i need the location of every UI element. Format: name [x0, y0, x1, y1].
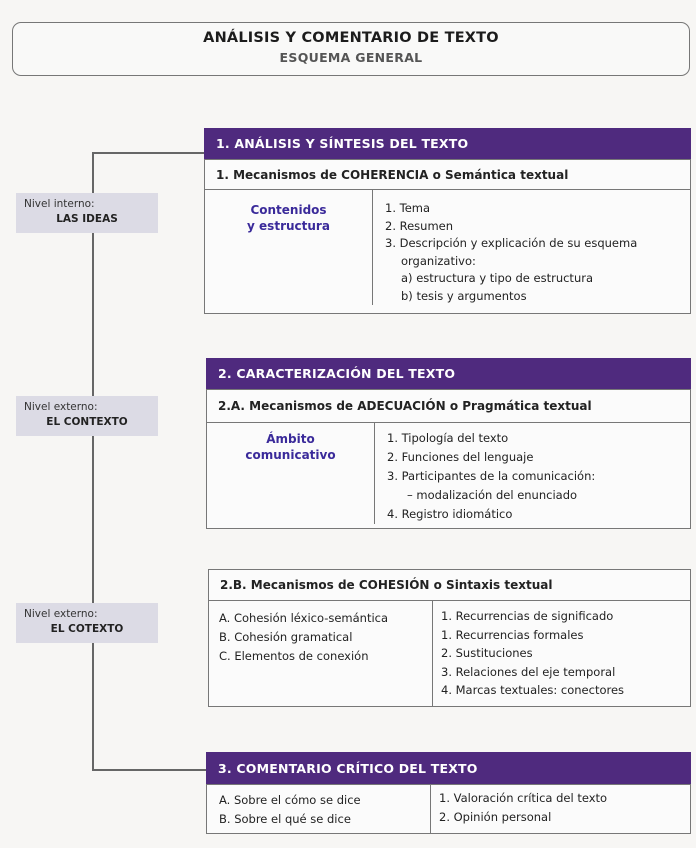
- section-2b-heading: 2.B. Mecanismos de COHESIÓN o Sintaxis textual: [209, 570, 690, 601]
- list-item: 3. Participantes de la comunicación:: [387, 469, 596, 483]
- connector-vertical: [92, 152, 94, 770]
- list-item: 2. Opinión personal: [439, 810, 552, 824]
- list-item: a) estructura y tipo de estructura: [401, 271, 594, 285]
- section-2-box: [206, 389, 691, 529]
- section-1-bar: 1. ANÁLISIS Y SÍNTESIS DEL TEXTO: [204, 128, 691, 159]
- connector-bottom: [92, 769, 206, 771]
- list-item: 2. Resumen: [385, 218, 454, 233]
- level-sub: Nivel interno:: [24, 198, 95, 210]
- section-1-left: [205, 190, 373, 305]
- list-item: 1. Tema: [385, 201, 431, 215]
- list-item: 3. Relaciones del eje temporal: [441, 664, 616, 679]
- level-sub: Nivel externo:: [24, 608, 98, 620]
- section-2b-box: [208, 569, 691, 707]
- section-3-body: [207, 785, 690, 833]
- list-item: – modalización del enunciado: [407, 488, 578, 502]
- level-label-contexto: [16, 396, 158, 436]
- level-label-ideas: [16, 193, 158, 233]
- title-box: [12, 22, 690, 76]
- section-2b-left: [209, 601, 433, 707]
- list-item: 4. Marcas textuales: conectores: [441, 683, 625, 697]
- level-sub: Nivel externo:: [24, 401, 98, 413]
- section-2-body: [207, 423, 690, 524]
- list-item: 4. Registro idiomático: [387, 507, 513, 521]
- connector-top: [92, 152, 204, 154]
- list-item: A. Cohesión léxico-semántica: [219, 611, 389, 625]
- list-item: 3. Descripción y explicación de su esquema: [385, 236, 638, 250]
- section-2-left-line2: comunicativo: [245, 448, 336, 462]
- list-item: 2. Sustituciones: [441, 646, 533, 660]
- section-2-bar: 2. CARACTERIZACIÓN DEL TEXTO: [206, 358, 691, 389]
- level-main: EL COTEXTO: [50, 623, 124, 635]
- section-2-list: [375, 423, 603, 524]
- level-main: LAS IDEAS: [56, 213, 118, 225]
- level-label-cotexto: [16, 603, 158, 643]
- section-2b-body: [209, 601, 690, 707]
- section-3-box: [206, 784, 691, 834]
- list-item: A. Sobre el cómo se dice: [219, 793, 361, 807]
- section-1-box: [204, 159, 691, 314]
- list-item: 1. Recurrencias de significado: [441, 609, 614, 623]
- list-item: 1. Valoración crítica del texto: [439, 791, 608, 805]
- list-item: organizativo:: [401, 253, 476, 268]
- list-item: 2. Funciones del lenguaje: [387, 450, 534, 464]
- list-item: B. Cohesión gramatical: [219, 630, 353, 644]
- section-1-body: [205, 190, 690, 305]
- list-item: 1. Tipología del texto: [387, 431, 509, 445]
- section-1-heading: 1. Mecanismos de COHERENCIA o Semántica textual: [205, 160, 690, 190]
- section-2b-right: [433, 601, 630, 707]
- section-2-heading: 2.A. Mecanismos de ADECUACIÓN o Pragmática textual: [207, 390, 690, 423]
- section-3-left: [207, 785, 431, 833]
- section-1-left-line2: y estructura: [247, 219, 330, 233]
- list-item: b) tesis y argumentos: [401, 288, 527, 303]
- level-main: EL CONTEXTO: [46, 416, 128, 428]
- section-2-left: [207, 423, 375, 524]
- page-title: ANÁLISIS Y COMENTARIO DE TEXTO: [203, 30, 499, 46]
- list-item: B. Sobre el qué se dice: [219, 812, 351, 826]
- section-1-left-line1: Contenidos: [250, 203, 327, 217]
- list-item: 1. Recurrencias formales: [441, 627, 584, 642]
- section-3-bar: 3. COMENTARIO CRÍTICO DEL TEXTO: [206, 752, 691, 784]
- list-item: C. Elementos de conexión: [219, 649, 369, 663]
- section-1-list: [373, 190, 645, 305]
- section-2-left-line1: Ámbito: [266, 432, 315, 446]
- page-subtitle: ESQUEMA GENERAL: [279, 50, 423, 65]
- section-3-right: [431, 785, 613, 833]
